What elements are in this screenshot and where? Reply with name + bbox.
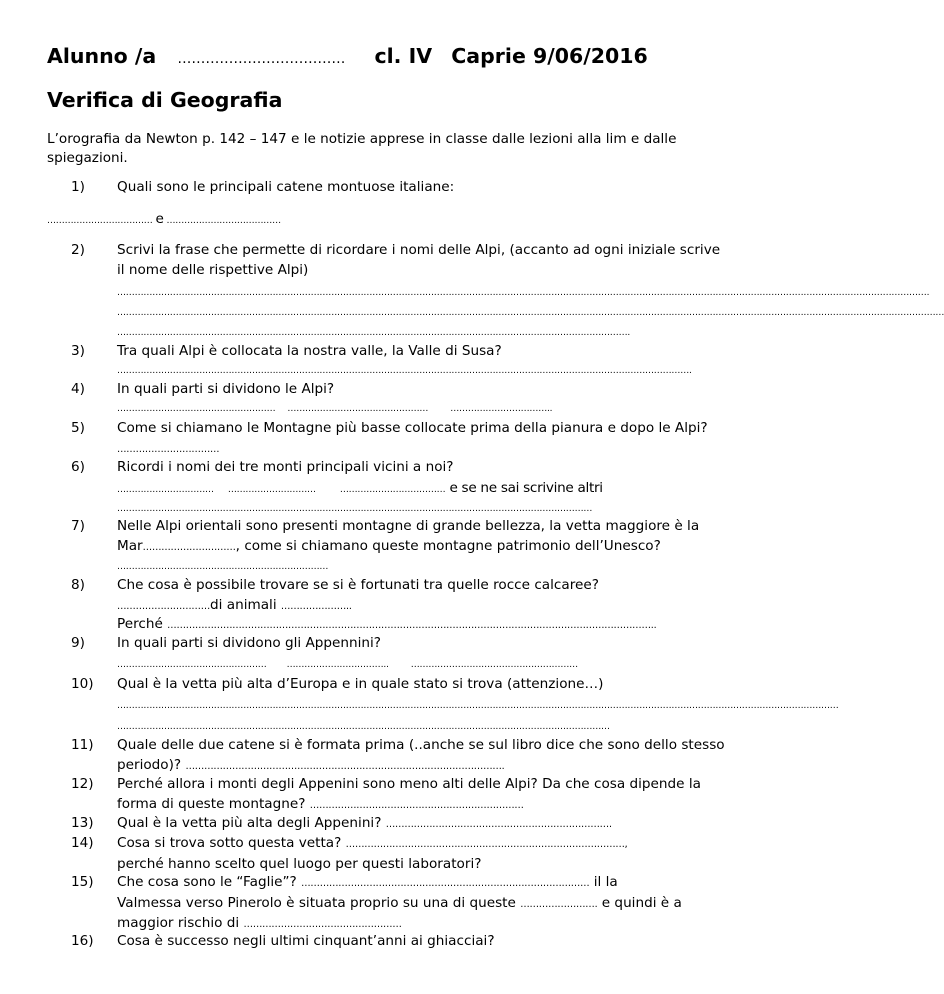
question-number: 14): [71, 835, 94, 851]
intro-text: L’orografia da Newton p. 142 – 147 e le notizie apprese in classe dalle lezioni alla lim e dalle spiegazioni.: [47, 131, 677, 166]
page-title: Verifica di Geografia: [47, 88, 283, 112]
question-text: Perché allora i monti degli Appenini sono meno alti delle Alpi? Da che cosa dipende la forma di queste montagne? ……………………………………………………………: [117, 776, 701, 812]
question-number: 16): [71, 933, 94, 949]
question-number: 8): [71, 577, 85, 593]
worksheet-header: [47, 44, 747, 68]
why-label: Perché: [117, 616, 163, 632]
class-label: cl. IV: [374, 44, 433, 68]
question-number: 3): [71, 343, 85, 359]
question-text: Come si chiamano le Montagne più basse collocate prima della pianura e dopo le Alpi? ……………………………: [117, 420, 708, 455]
question-number: 9): [71, 635, 85, 651]
question-number: 6): [71, 459, 85, 475]
question-text: Che cosa è possibile trovare se si è fortunati tra quelle rocce calcaree?: [117, 577, 599, 593]
question-number: 10): [71, 676, 94, 692]
question-number: 15): [71, 874, 94, 890]
question-text: Quale delle due catene si è formata prima (..anche se sul libro dice che sono dello stesso periodo)? ………………………………………………………………………………………….: [117, 737, 725, 773]
question-number: 7): [71, 518, 85, 534]
question-number: 5): [71, 420, 85, 436]
answer-line-6b[interactable]: ………………………………………………………………………………………………………………………………………………: [117, 504, 593, 514]
question-number: 11): [71, 737, 94, 753]
answer-line-3[interactable]: …………………………………………………………………………………………………………………………………………………………………………….: [117, 366, 692, 376]
question-number: 1): [71, 179, 85, 195]
answer-line-2c[interactable]: ………………………………………………………………………………………………………………………………………………………….: [117, 328, 631, 338]
question-text: Tra quali Alpi è collocata la nostra valle, la Valle di Susa?: [117, 343, 502, 359]
answer-line-7[interactable]: ………………………………………………………………: [117, 562, 329, 572]
answer-line-4[interactable]: ……………………………………………… ………………………………………… ……………………………..: [117, 404, 553, 414]
question-number: 12): [71, 776, 94, 792]
question-text: Che cosa sono le “Faglie”? ………………………………………………………………………………… il la Valmessa verso Pinerolo è situata proprio su una di queste ……………………. e quindi è a maggior rischio di ……………………………………………: [117, 874, 682, 931]
answer-line-6[interactable]: …………………………… ………………………… ……………………………… e se ne sai scrivine altri: [117, 480, 603, 496]
place-date: Caprie 9/06/2016: [451, 44, 648, 68]
question-number: 2): [71, 242, 85, 258]
student-label: Alunno /a: [47, 44, 157, 68]
question-text: Scrivi la frase che permette di ricordare i nomi delle Alpi, (accanto ad ogni iniziale scrive il nome delle rispettive Alpi): [117, 242, 721, 278]
question-text: Ricordi i nomi dei tre monti principali vicini a noi?: [117, 459, 454, 475]
question-text: In quali parti si dividono gli Appennini?: [117, 635, 382, 651]
question-text: Qual è la vetta più alta degli Appenini? ……………………………………………………………….: [117, 815, 612, 831]
and-word: e: [155, 211, 164, 227]
question-text: Cosa si trova sotto questa vetta? ………………………………………………………………………………, perché hanno scelto quel luogo per questi laboratori?: [117, 835, 628, 872]
answer-line-10a[interactable]: …………………………………………………………………………………………………………………………………………………………………………………………………………………………: [117, 701, 839, 711]
answer-line-2a[interactable]: …………………………………………………………………………………………………………………………………………………………………………………………………………………………………………………….: [117, 288, 930, 298]
answer-line-1[interactable]: ……………………………… e …………………………………: [47, 211, 281, 227]
question-text: Nelle Alpi orientali sono presenti montagne di grande bellezza, la vetta maggiore è la Mar…………………………, come si chiamano queste montagne patrimonio dell’Unesco?: [117, 518, 700, 554]
question-text: In quali parti si dividono le Alpi?: [117, 381, 335, 397]
q6-tail: e se ne sai scrivine altri: [449, 480, 603, 496]
question-number: 4): [71, 381, 85, 397]
answer-line-10b[interactable]: ……………………………………………………………………………………………………………………………………………………: [117, 722, 610, 732]
student-name-blank[interactable]: ………………………………: [177, 51, 346, 67]
answer-line-2b[interactable]: …………………………………………………………………………………………………………………………………………………………………………………………………………………………………………………………: [117, 308, 944, 318]
animals-label: di animali: [210, 597, 277, 613]
answer-line-9[interactable]: …………………………………………… …………………………….. …………………………………………………: [117, 660, 578, 670]
question-text: Cosa è successo negli ultimi cinquant’anni ai ghiacciai?: [117, 933, 495, 949]
question-text: Qual è la vetta più alta d’Europa e in quale stato si trova (attenzione…): [117, 676, 604, 692]
question-text: Quali sono le principali catene montuose italiane:: [117, 179, 455, 195]
question-number: 13): [71, 815, 94, 831]
